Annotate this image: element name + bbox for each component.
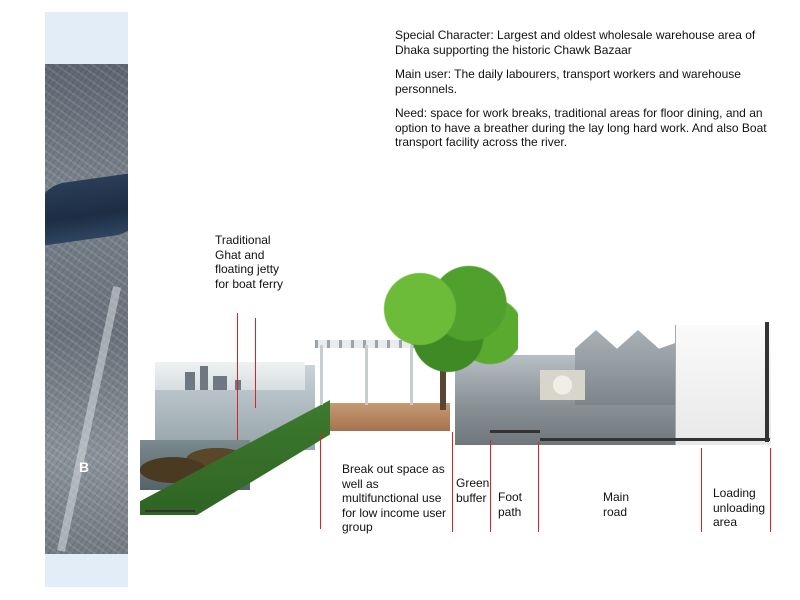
green-buffer-callout-line [452,432,453,532]
goods-sacks [540,370,585,400]
ghat-callout-line [237,313,238,440]
special-character-text: Special Character: Largest and oldest wholesale warehouse area of Dhaka supporting the historic Chawk Bazaar [395,28,756,57]
warehouse-sketch [675,325,771,445]
main-user-text: Main user: The daily labourers, transport workers and warehouse personnels. [395,67,741,96]
breakout-deck [330,403,450,431]
road-section-line [540,438,770,441]
breakout-callout-line [320,432,321,529]
pergola-post [320,345,323,405]
footpath-edge-callout-line [538,442,539,532]
tree-canopy [378,265,518,375]
ground-section-line [145,510,195,512]
pergola-post [365,345,368,405]
need-text: Need: space for work breaks, traditional areas for floor dining, and an option to have a breather during the lay long hard work. And also Boat transport facility across the river. [395,106,767,149]
loading-area-label: Loading unloading area [713,486,766,529]
ghat-label: Traditional Ghat and floating jetty for boat ferry [215,233,284,291]
main-road-label: Main road [603,490,630,519]
footpath-section-line [490,430,540,433]
jetty-callout-line [255,318,256,408]
tin-sheds [575,330,680,405]
breakout-label: Break out space as well as multifunctional use for low income user group [342,462,447,534]
foot-path-label: Foot path [498,490,523,519]
aerial-marker-label: B [79,459,90,475]
warehouse-edge [765,322,769,442]
green-buffer-label: Green buffer [456,476,490,505]
far-skyline [155,362,305,390]
loading-callout-line [701,448,702,532]
